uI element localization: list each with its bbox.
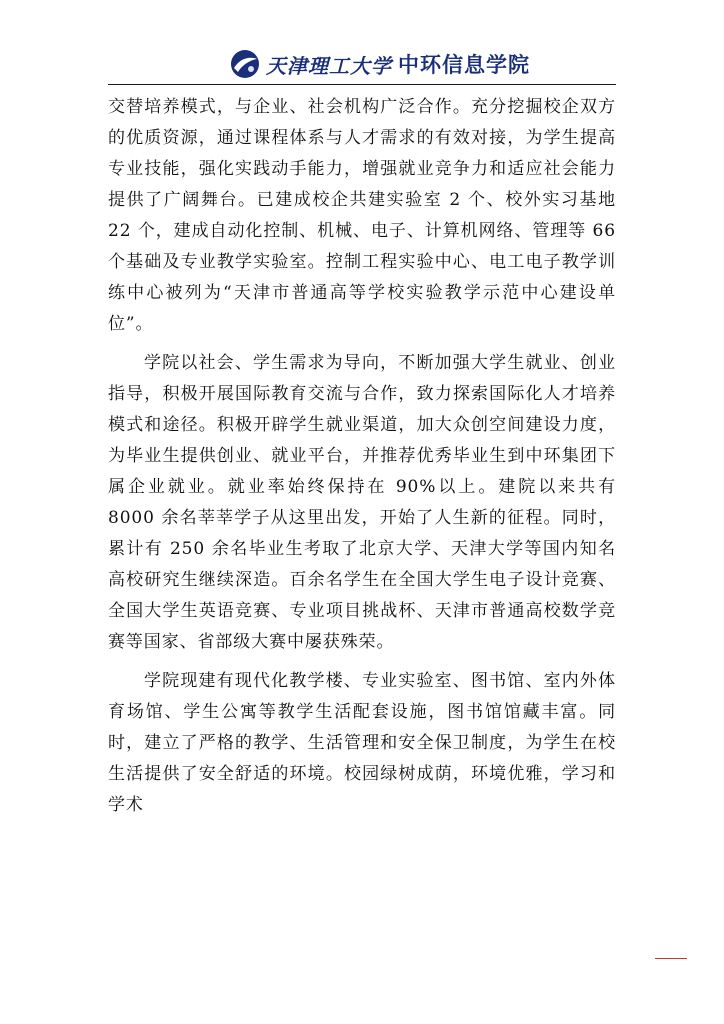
paragraph: 学院以社会、学生需求为导向，不断加强大学生就业、创业指导，积极开展国际教育交流与合作，致力探索国际化人才培养模式和途径。积极开辟学生就业渠道，加大众创空间建设力度，为毕业生提供创业、就业平台，并推荐优秀毕业生到中环集团下属企业就业。就业率始终保持在 90%以上。建院以来共有 8000 余名莘莘学子从这里出发，开始了人生新的征程。同时，累计有 250 余名毕业生考取了北京大学、天津大学等国内知名高校研究生继续深造。百余名学生在全国大学生电子设计竞赛、全国大学生英语竞赛、专业项目挑战杯、天津市普通高校数学竞赛等国家、省部级大赛中屡获殊荣。	[108, 353, 616, 652]
logo-calligraphy-text: 天津理工大学	[266, 53, 392, 78]
school-logo	[230, 48, 530, 80]
page-header	[108, 44, 616, 84]
logo-college-name: 中环信息学院	[398, 53, 530, 77]
page-corner-mark	[655, 958, 687, 959]
school-emblem-icon	[230, 49, 260, 79]
document-body	[108, 92, 616, 821]
header-divider	[108, 84, 616, 85]
paragraph: 交替培养模式，与企业、社会机构广泛合作。充分挖掘校企双方的优质资源，通过课程体系与人才需求的有效对接，为学生提高专业技能，强化实践动手能力，增强就业竞争力和适应社会能力提供了广阔舞台。已建成校企共建实验室 2 个、校外实习基地 22 个，建成自动化控制、机械、电子、计算机网络、管理等 66 个基础及专业教学实验室。控制工程实验中心、电工电子教学训练中心被列为“天津市普通高等学校实验教学示范中心建设单位”。	[108, 97, 616, 334]
paragraph: 学院现建有现代化教学楼、专业实验室、图书馆、室内外体育场馆、学生公寓等教学生活配套设施，图书馆馆藏丰富。同时，建立了严格的教学、生活管理和安全保卫制度，为学生在校生活提供了安全舒适的环境。校园绿树成荫，环境优雅，学习和学术	[108, 671, 616, 815]
